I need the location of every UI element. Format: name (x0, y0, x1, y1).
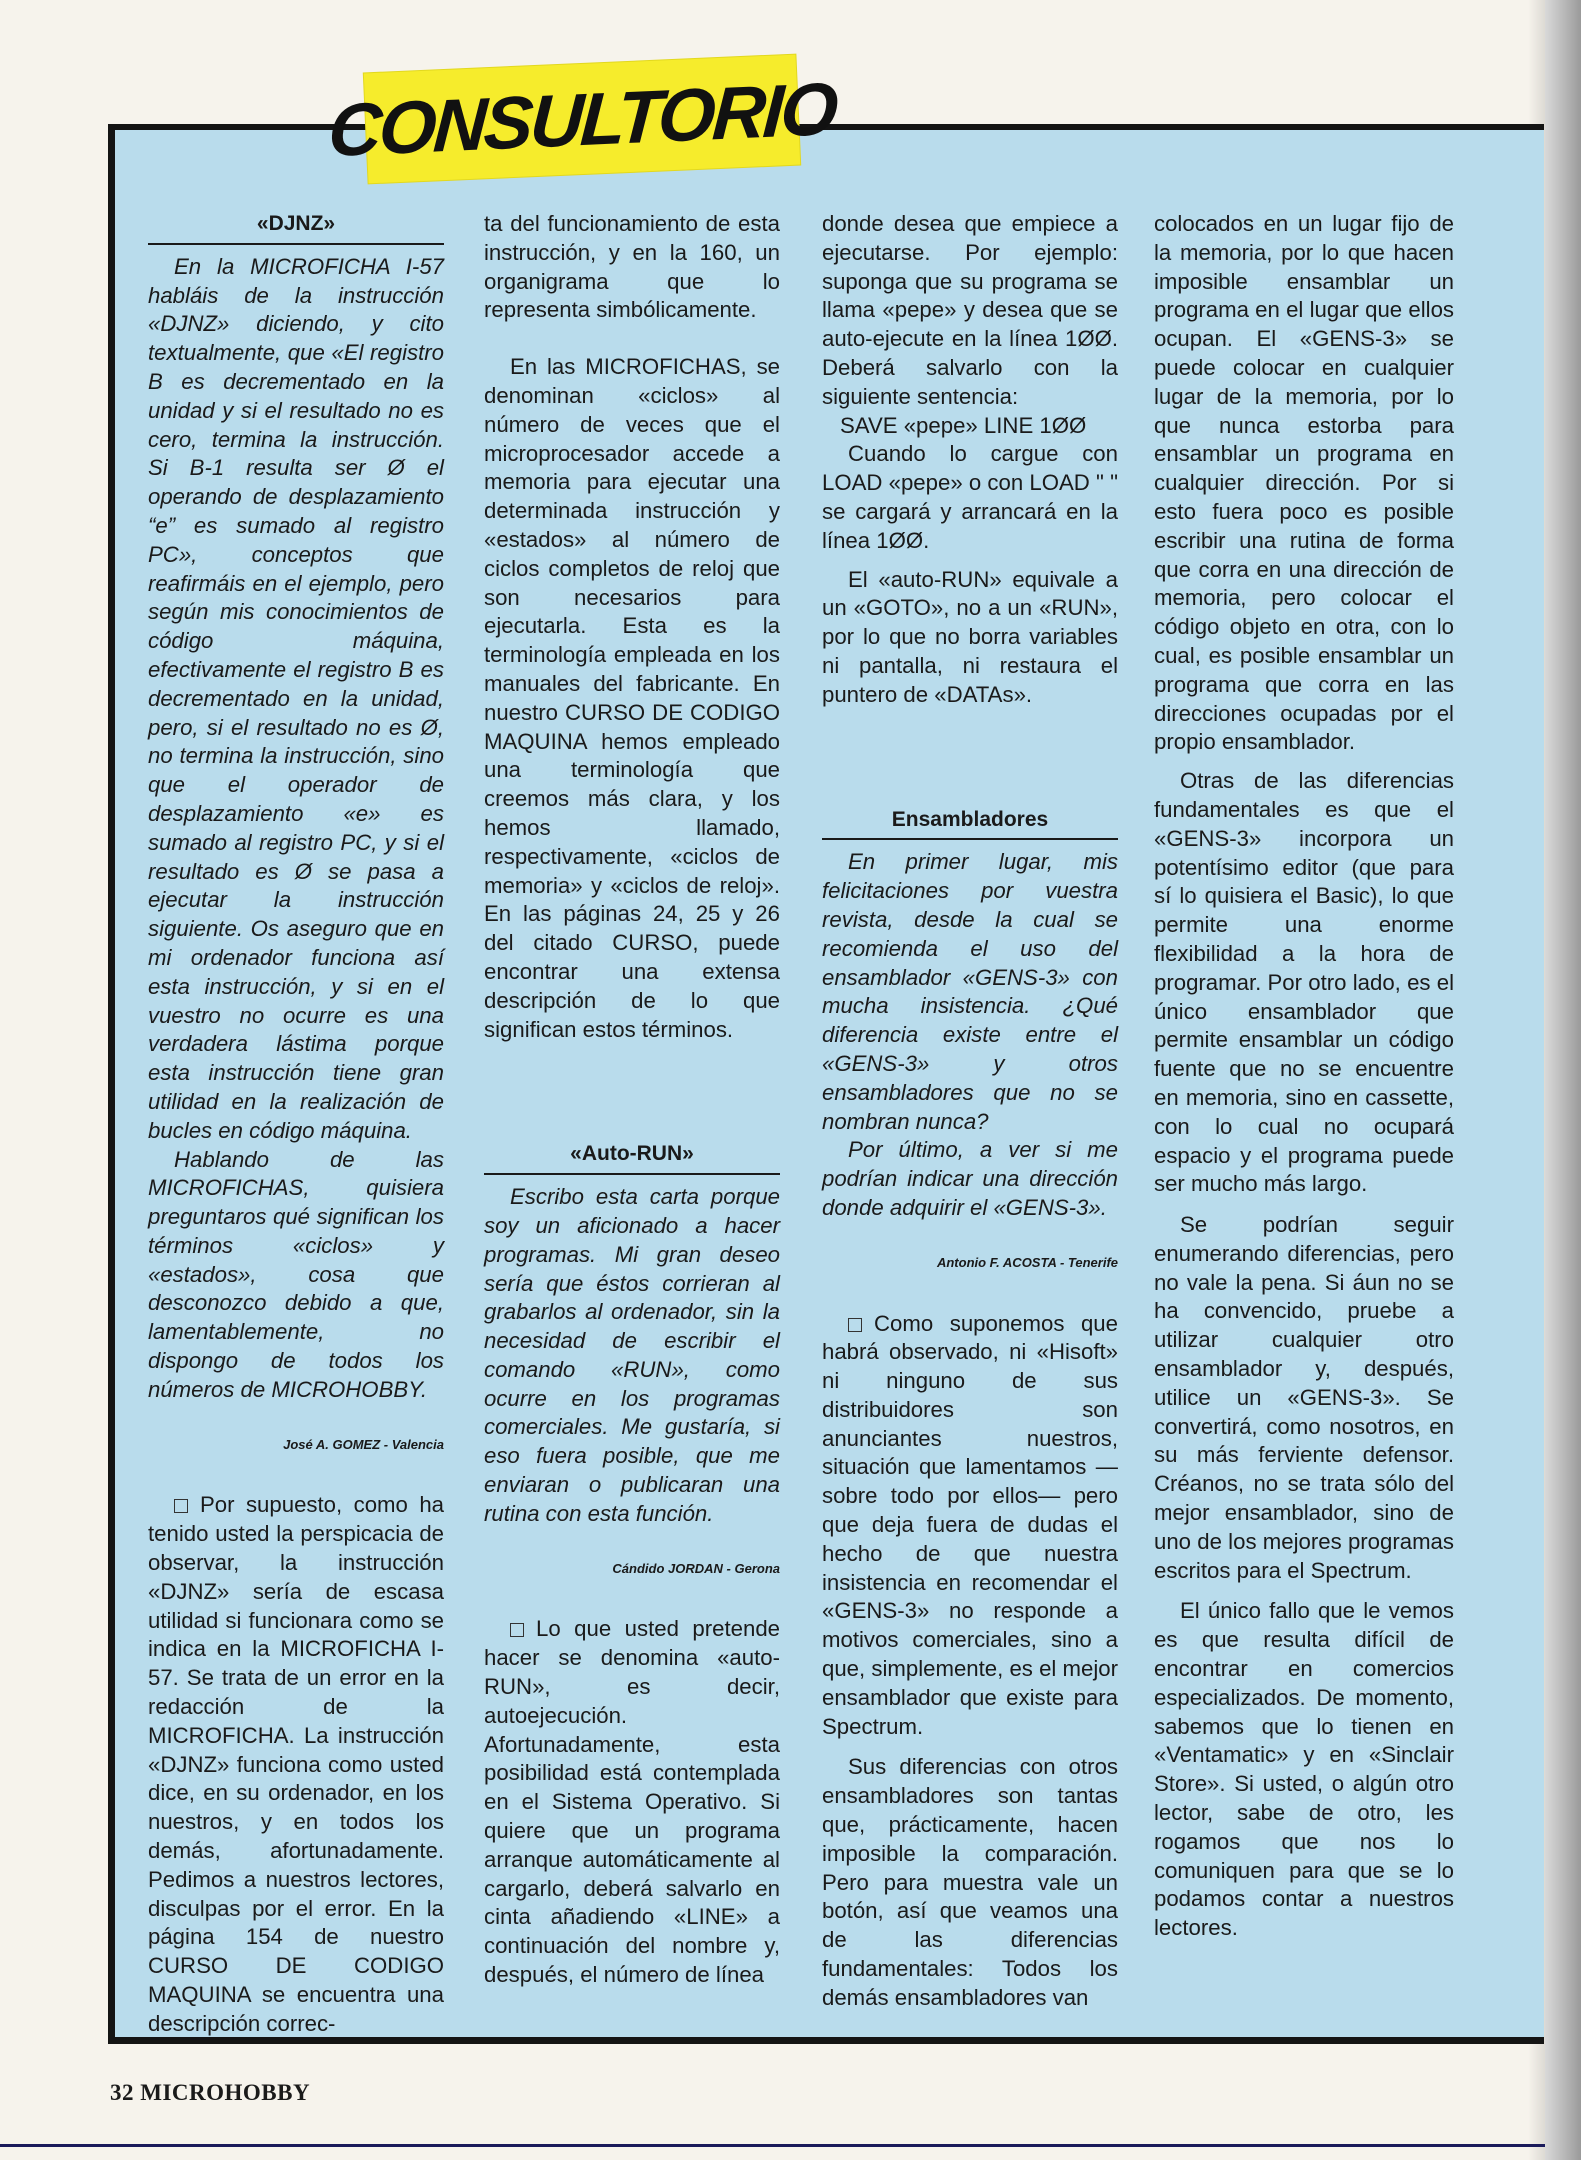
answer-autorun (484, 1615, 780, 1989)
answer-autorun-load: Cuando lo cargue con LOAD «pepe» o con LOAD " " se cargará y arrancará en la línea 1ØØ. (822, 441, 1118, 553)
answer-autorun-cont: donde desea que empiece a ejecutarse. Por ejemplo: suponga que su programa se llama «pepe» y desea que se auto-ejecute en la línea 1ØØ. Deberá salvarlo con la siguiente sentencia: (822, 211, 1118, 409)
answer-gens-p1: colocados en un lugar fijo de la memoria, por lo que hacen imposible ensamblar un programa en el lugar que ellos ocupan. El «GENS-3» se puede colocar en cualquier lugar de la memoria, por lo que nunca estorba para ensamblar un programa en cualquier dirección. Por si esto fuera poco es posible escribir una rutina de forma que corra en una dirección de memoria, pero colocar el código objeto en otra, con lo cual, es posible ensamblar un programa que corra en las direcciones ocupadas por el propio ensamblador. (1154, 211, 1454, 755)
answer-ensambladores (822, 1310, 1118, 1742)
answer-djnz (148, 1491, 444, 2038)
answer-djnz-text: Por supuesto, como ha tenido usted la perspicacia de observar, la instrucción «DJNZ» sería de escasa utilidad si funcionara como se indica en la MICROFICHA I-57. Se trata de un error en la redacción de la MICROFICHA. La instrucción «DJNZ» funciona como usted dice, en su ordenador, en los nuestros, y en todos los demás, afortunadamente. Pedimos a nuestros lectores, disculpas por el error. En la página 154 de nuestro CURSO DE CODIGO MAQUINA se encuentra una descripción correc- (148, 1492, 444, 2036)
signature-jordan: Cándido JORDAN - Gerona (612, 1560, 780, 1576)
letter-autorun: Escribo esta carta porque soy un aficionado a hacer programas. Mi gran deseo sería que éstos corrieran al grabarlos al ordenador, sin la necesidad de escribir el comando «RUN», como ocurre en los programas comerciales. Me gustaría, si eso fuera posible, que me enviaran o publicaran una rutina con esta función. (484, 1184, 780, 1526)
letter-djnz-p2: Hablando de las MICROFICHAS, quisiera preguntaros qué significan los términos «ciclos» y «estados», cosa que desconozco debido a que, lamentablemente, no dispongo de todos los números de MICROHOBBY. (148, 1146, 444, 1402)
heading-autorun: «Auto-RUN» (484, 1140, 780, 1175)
column-4 (1154, 210, 1454, 1943)
answer-ensambladores-text: Como suponemos que habrá observado, ni «Hisoft» ni ninguno de sus distribuidores son anunciantes nuestros, situación que lamentamos —sobre todo por ellos— pero que deja fuera de dudas el hecho de que nuestra insistencia en recomendar el «GENS-3» no responde a motivos comerciales, sino a que, simplemente, es el mejor ensamblador que existe para Spectrum. (822, 1310, 1118, 1739)
checkbox-bullet-icon (848, 1318, 862, 1332)
answer-gens-p4: El único fallo que le vemos es que resulta difícil de encontrar en comercios especializados. De momento, sabemos que lo tienen en «Ventamatic» y en «Sinclair Store». Si usted, o algún otro lector, sabe de otro, les rogamos que nos lo comuniquen para que se lo podamos contar a nuestros lectores. (1154, 1598, 1454, 1941)
answer-autorun-goto: El «auto-RUN» equivale a un «GOTO», no a un «RUN», por lo que no borra variables ni pantalla, ni restaura el puntero de «DATAs». (822, 566, 1118, 707)
letter-ensambladores-p2: Por último, a ver si me podrían indicar una dirección donde adquirir el «GENS-3». (822, 1137, 1118, 1220)
heading-ensambladores: Ensambladores (822, 806, 1118, 841)
answer-gens-p2: Otras de las diferencias fundamentales es que el «GENS-3» incorpora un potentísimo editor (que para sí lo quisiera el Basic), lo que permite una enorme flexibilidad a la hora de programar. Por otro lado, es el único ensamblador que permite ensamblar un código fuente que no se encuentre en memoria, sino en cassette, con lo cual no ocupará espacio y el programa puede ser mucho más largo. (1154, 768, 1454, 1197)
letter-ensambladores-p1: En primer lugar, mis felicitaciones por vuestra revista, desde la cual se recomienda el uso del ensamblador «GENS-3» con mucha insistencia. ¿Qué diferencia existe entre el «GENS-3» y otros ensambladores que no se nombran nunca? (822, 849, 1118, 1134)
answer-ciclos: En las MICROFICHAS, se denominan «ciclos» al número de veces que el microprocesador accede a memoria para ejecutar una determinada instrucción y «estados» al número de ciclos completos de reloj que son necesarios para ejecutarla. Esta es la terminología empleada en los manuales del fabricante. En nuestro CURSO DE CODIGO MAQUINA hemos empleado una terminología que creemos más clara, y los hemos llamado, respectivamente, «ciclos de memoria» y «ciclos de reloj». En las páginas 24, 25 y 26 del citado CURSO, puede encontrar una extensa descripción de lo que significan estos términos. (484, 354, 780, 1042)
answer-diferencias: Sus diferencias con otros ensambladores son tantas que, prácticamente, hacen imposible la comparación. Pero para muestra vale un botón, así que veamos una de las diferencias fundamentales: Todos los demás ensambladores van (822, 1754, 1118, 2010)
footer-rule (0, 2144, 1545, 2147)
column-1 (148, 210, 444, 2039)
section-banner (326, 55, 838, 184)
column-3 (822, 210, 1118, 2013)
letter-djnz-p1: En la MICROFICHA I-57 habláis de la instrucción «DJNZ» diciendo, y cito textualmente, que «El registro B es decrementado en la unidad y si el resultado no es cero, termina la instrucción. Si B-1 resulta ser Ø el operando de desplazamiento “e” es sumado al registro PC», conceptos que reafirmáis en el ejemplo, pero según mis conocimientos de código máquina, efectivamente el registro B es decrementado en la unidad, pero, si el resultado no es Ø, no termina la instrucción, sino que el operador de desplazamiento «e» es sumado al registro PC, y si el resultado es Ø se pasa a ejecutar la instrucción siguiente. Os aseguro que en mi ordenador funciona así esta instrucción, y si en el vuestro no ocurre es una verdadera lástima porque esta instrucción tiene gran utilidad en la realización de bucles en código máquina. (148, 253, 444, 1143)
section-title: CONSULTORIO (326, 66, 838, 172)
signature-gomez: José A. GOMEZ - Valencia (283, 1436, 444, 1452)
page-edge (1545, 0, 1581, 2160)
heading-djnz: «DJNZ» (148, 210, 444, 245)
answer-autorun-text: Lo que usted pretende hacer se denomina «auto-RUN», es decir, autoejecución. Afortunadamente, esta posibilidad está contemplada en el Sistema Operativo. Si quiere que un programa arranque automáticamente al cargarlo, deberá salvarlo en cinta añadiendo «LINE» a continuación del nombre y, después, el número de línea (484, 1616, 780, 1988)
code-save-line: SAVE «pepe» LINE 1ØØ (840, 412, 1087, 438)
column-2 (484, 210, 780, 1990)
answer-gens-p3: Se podrían seguir enumerando diferencias, pero no vale la pena. Si áun no se ha convencido, pruebe a utilizar cualquier otro ensamblador y, después, utilice un «GENS-3». Se convertirá, como nosotros, en su más ferviente defensor. Créanos, no se trata sólo del mejor ensamblador, sino de uno de los mejores programas escritos para el Spectrum. (1154, 1212, 1454, 1583)
signature-acosta: Antonio F. ACOSTA - Tenerife (936, 1254, 1118, 1270)
answer-djnz-cont: ta del funcionamiento de esta instrucción, y en la 160, un organigrama que lo representa simbólicamente. (484, 211, 780, 323)
page-footer: 32 MICROHOBBY (110, 2080, 311, 2105)
checkbox-bullet-icon (510, 1623, 524, 1637)
checkbox-bullet-icon (174, 1499, 188, 1513)
